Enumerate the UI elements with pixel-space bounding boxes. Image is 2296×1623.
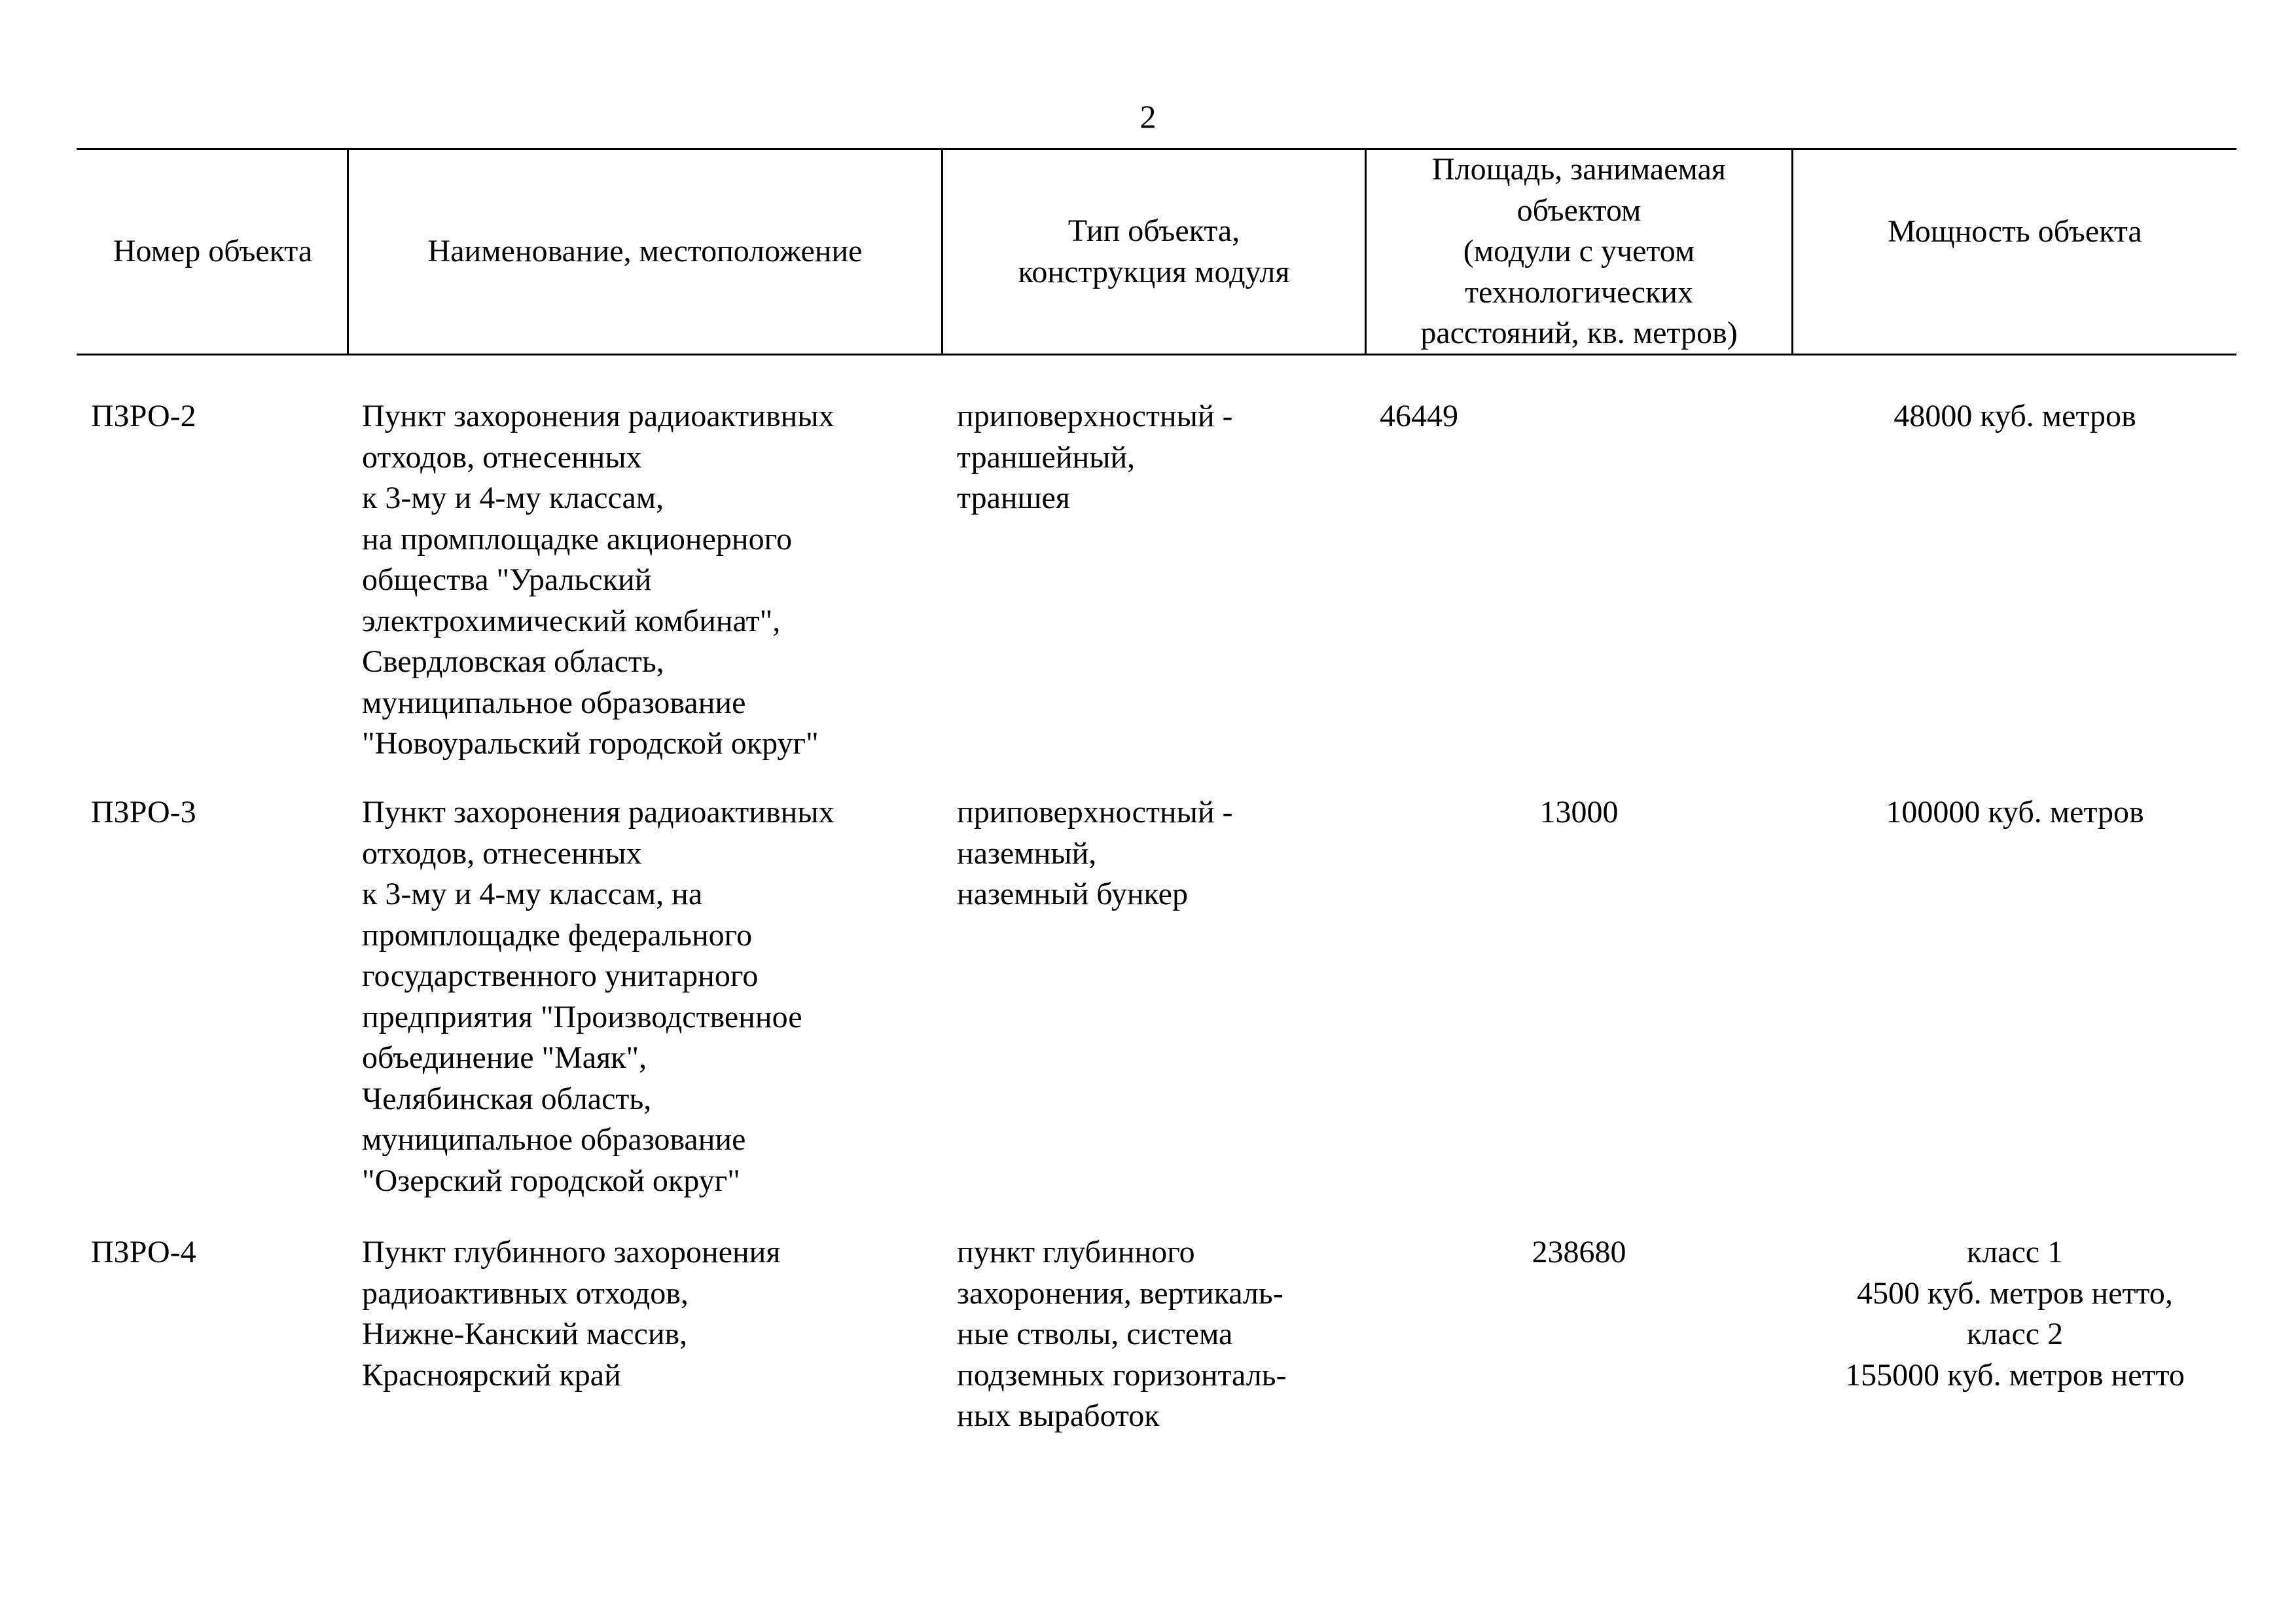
header-name: Наименование, местоположение bbox=[427, 234, 863, 269]
table-row-3-number: ПЗРО-4 bbox=[91, 1235, 196, 1269]
header-area: Площадь, занимаемая объектом (модули с учетом технологических расстояний, кв. метров) bbox=[1420, 152, 1738, 351]
header-type: Тип объекта, конструкция модуля bbox=[1018, 213, 1290, 289]
table-row-1-name: Пункт захоронения радиоактивных отходов, отнесенных к 3-му и 4-му классам, на промплощадке акционерного общества "Уральский электрохимический комбинат", Свердловская область, муниципальное образование "Новоуральский городской округ" bbox=[362, 399, 834, 761]
table-row-3-area: 238680 bbox=[1532, 1235, 1626, 1269]
table-header-bottom-border bbox=[77, 354, 2236, 356]
table-row-1-capacity: 48000 куб. метров bbox=[1893, 399, 2136, 433]
table-row-2-type: приповерхностный - наземный, наземный бункер bbox=[957, 795, 1233, 911]
table-row-2-area: 13000 bbox=[1539, 795, 1619, 830]
table-row-2-name: Пункт захоронения радиоактивных отходов, отнесенных к 3-му и 4-му классам, на промплощадке федерального государственного унитарного предприятия "Производственное объединение "Маяк", Челябинская область, муниципальное образование "Озерский городской округ" bbox=[362, 795, 834, 1198]
table-row-1-type: приповерхностный - траншейный, траншея bbox=[957, 399, 1233, 515]
table-row-2-number: ПЗРО-3 bbox=[91, 795, 196, 830]
table-row-1-area: 46449 bbox=[1380, 399, 1458, 433]
table-row-3-type: пункт глубинного захоронения, вертикаль- ные стволы, система подземных горизонталь- ных выработок bbox=[957, 1235, 1287, 1433]
table-row-3-capacity: класс 1 4500 куб. метров нетто, класс 2 155000 куб. метров нетто bbox=[1845, 1235, 2185, 1393]
header-capacity: Мощность объекта bbox=[1888, 213, 2142, 249]
page-number: 2 bbox=[1139, 98, 1157, 135]
table-row-3-name: Пункт глубинного захоронения радиоактивных отходов, Нижне-Канский массив, Красноярский край bbox=[362, 1235, 781, 1393]
table-row-1-number: ПЗРО-2 bbox=[91, 399, 196, 433]
table-row-2-capacity: 100000 куб. метров bbox=[1886, 795, 2144, 830]
header-number: Номер объекта bbox=[113, 234, 313, 269]
